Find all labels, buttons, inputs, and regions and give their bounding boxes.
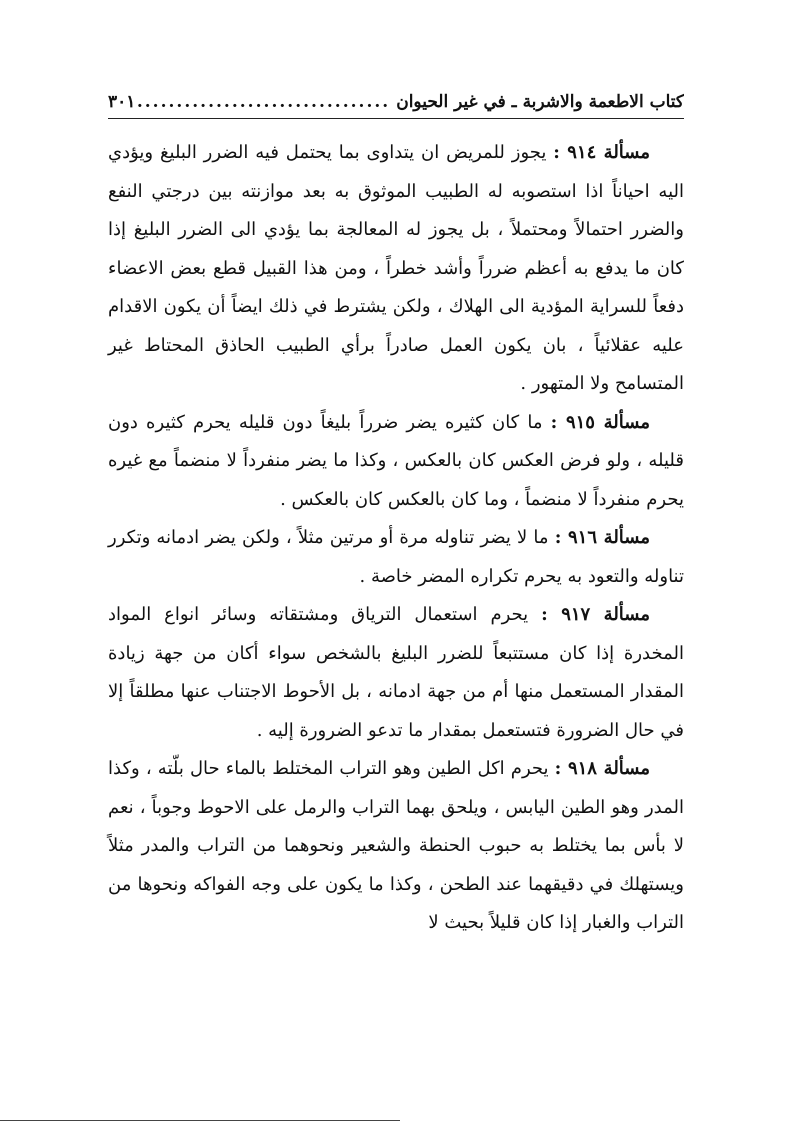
issue-label: مسألة ٩١٨ : — [554, 758, 650, 779]
leader-dots: ................................ — [136, 92, 391, 112]
paragraph-914 — [108, 134, 684, 404]
paragraph-text: ما لا يضر تناوله مرة أو مرتين مثلاً ، ولكن يضر ادمانه وتكرر تناوله والتعود به يحرم تكراره المضر خاصة . — [108, 527, 684, 587]
header-rule — [108, 118, 684, 119]
paragraph-text: يجوز للمريض ان يتداوى بما يحتمل فيه الضرر البليغ ويؤدي اليه احياناً اذا استصوبه له الطبيب الموثوق به بعد موازنته بين درجتي النفع والضرر احتمالاً ومحتملاً ، بل يجوز له المعالجة بما يؤدي الى الضرر البليغ إذا كان ما يدفع به أعظم ضرراً وأشد خطراً ، ومن هذا القبيل قطع بعض الاعضاء دفعاً للسراية المؤدية الى الهلاك ، ولكن يشترط في ذلك ايضاً أن يكون الاقدام عليه عقلائياً ، بان يكون العمل صادراً برأي الطبيب الحاذق المحتاط غير المتسامح ولا المتهور . — [108, 142, 684, 394]
paragraph-text: يحرم اكل الطين وهو التراب المختلط بالماء حال بلّته ، وكذا المدر وهو الطين اليابس ، ويلحق بهما التراب والرمل على الاحوط وجوباً ، نعم لا بأس بما يختلط به حبوب الحنطة والشعير ونحوهما من التراب والمدر مثلاً ويستهلك في دقيقهما عند الطحن ، وكذا ما يكون على وجه الفواكه ونحوها من التراب والغبار إذا كان قليلاً بحيث لا — [108, 758, 684, 933]
issue-label: مسألة ٩١٤ : — [553, 142, 650, 163]
book-title: كتاب الاطعمة والاشربة ـ في غير الحيوان — [396, 92, 684, 112]
paragraph-916 — [108, 519, 684, 596]
bottom-rule — [0, 1120, 400, 1121]
running-header — [108, 88, 684, 116]
issue-label: مسألة ٩١٧ : — [541, 604, 650, 625]
paragraph-text: يحرم استعمال الترياق ومشتقاته وسائر انواع المواد المخدرة إذا كان مستتبعاً للضرر البليغ بالشخص سواء أكان من جهة زيادة المقدار المستعمل منها أم من جهة ادمانه ، بل الأحوط الاجتناب عنها مطلقاً إلا في حال الضرورة فتستعمل بمقدار ما تدعو الضرورة إليه . — [108, 604, 684, 741]
paragraph-918 — [108, 750, 684, 943]
issue-label: مسألة ٩١٥ : — [550, 411, 650, 433]
issue-label: مسألة ٩١٦ : — [554, 527, 650, 548]
paragraph-text: ما كان كثيره يضر ضرراً بليغاً دون قليله يحرم كثيره دون قليله ، ولو فرض العكس كان بالعكس ، وكذا ما يضر منفرداً لا منضماً مع غيره يحرم منفرداً لا منضماً ، وما كان بالعكس كان بالعكس . — [108, 411, 684, 510]
paragraph-917 — [108, 596, 684, 750]
body-text — [108, 134, 684, 943]
paragraph-915 — [108, 404, 684, 520]
page-number: ٣٠١ — [108, 92, 136, 112]
